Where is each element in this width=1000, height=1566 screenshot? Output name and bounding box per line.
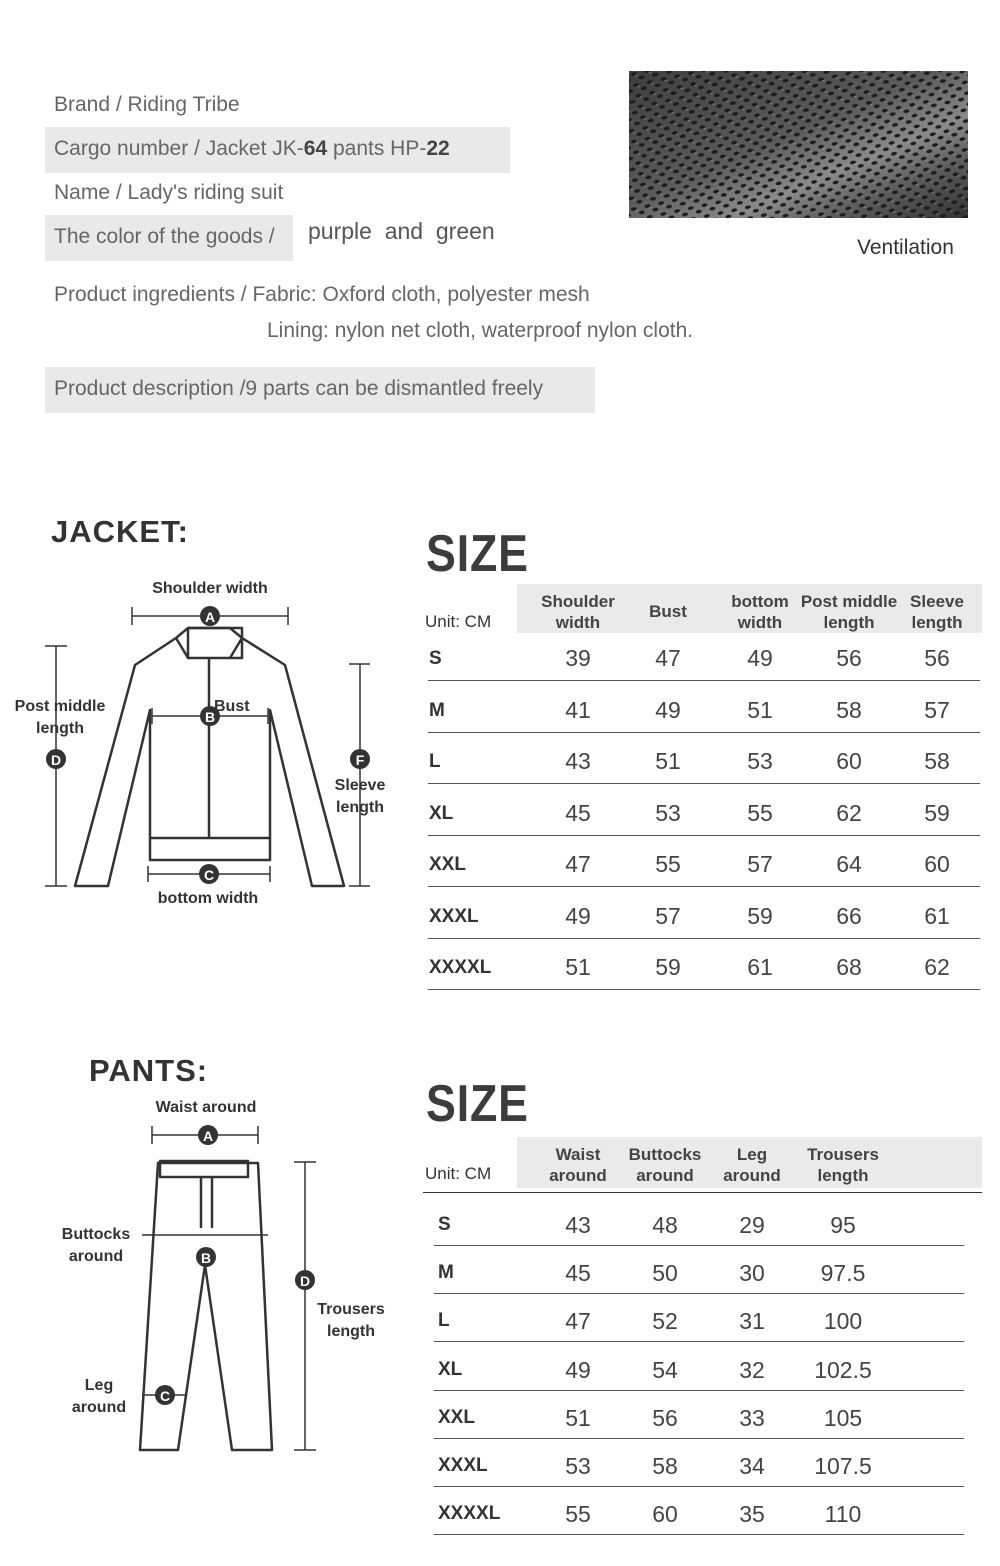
pants-cell: 55 bbox=[565, 1501, 591, 1528]
jacket-header-col-2: Bust bbox=[649, 602, 687, 621]
pants-cell: 33 bbox=[739, 1404, 765, 1431]
svg-text:D: D bbox=[50, 752, 62, 768]
svg-text:B: B bbox=[204, 709, 216, 725]
pants-row-divider bbox=[434, 1293, 964, 1294]
jacket-cell: 51 bbox=[655, 748, 681, 774]
pants-header-col-3: Leg around bbox=[723, 1145, 781, 1185]
jacket-cell: 58 bbox=[836, 696, 862, 723]
svg-text:B: B bbox=[200, 1250, 212, 1266]
jacket-row-size-label: XXXL bbox=[429, 905, 479, 927]
jacket-marker-d bbox=[46, 749, 66, 769]
pants-row-divider bbox=[434, 1341, 964, 1342]
jacket-marker-f bbox=[350, 749, 370, 769]
pants-cell: 47 bbox=[565, 1308, 591, 1335]
pants-cell: 52 bbox=[652, 1308, 678, 1335]
jacket-cell: 68 bbox=[836, 954, 862, 980]
cargo-mid: pants HP- bbox=[327, 137, 427, 160]
jacket-cell: 41 bbox=[565, 696, 591, 723]
pants-row-size-label: S bbox=[438, 1214, 451, 1235]
jacket-marker-a bbox=[200, 606, 220, 626]
jacket-row-divider bbox=[428, 680, 980, 681]
pants-row-size-label: M bbox=[438, 1262, 454, 1284]
pants-row-size-label: XXL bbox=[438, 1406, 475, 1428]
jacket-cell: 61 bbox=[924, 902, 950, 929]
pants-row-size-label: L bbox=[438, 1310, 450, 1332]
jacket-cell: 53 bbox=[655, 799, 681, 826]
pants-title: PANTS: bbox=[89, 1053, 209, 1088]
label-trousers-length: Trousers length bbox=[317, 1301, 385, 1340]
label-leg-around: Leg around bbox=[71, 1377, 127, 1416]
jacket-cell: 49 bbox=[655, 696, 681, 723]
jacket-cell: 47 bbox=[655, 645, 681, 671]
pants-header-col-2: Buttocks around bbox=[628, 1145, 702, 1185]
pants-row-divider bbox=[434, 1390, 964, 1391]
jacket-header-col-3: bottom width bbox=[731, 592, 789, 632]
label-sleeve-length: Sleeve length bbox=[334, 777, 386, 816]
jacket-unit: Unit: CM bbox=[425, 612, 492, 631]
pants-marker-a bbox=[198, 1125, 218, 1145]
pants-cell: 100 bbox=[823, 1308, 863, 1335]
pants-cell: 107.5 bbox=[814, 1453, 872, 1479]
pants-outline bbox=[140, 1163, 272, 1450]
svg-text:C: C bbox=[159, 1388, 171, 1404]
jacket-cell: 55 bbox=[747, 799, 773, 826]
jacket-cell: 43 bbox=[565, 748, 591, 774]
pants-cell: 31 bbox=[739, 1308, 765, 1335]
pants-cell: 49 bbox=[565, 1356, 591, 1383]
pants-cell: 54 bbox=[652, 1356, 678, 1383]
cargo-number-line bbox=[45, 127, 510, 173]
jacket-cell: 45 bbox=[565, 799, 591, 826]
jacket-cell: 62 bbox=[924, 954, 950, 980]
pants-cell: 32 bbox=[739, 1356, 765, 1383]
jacket-cell: 57 bbox=[924, 696, 950, 723]
pants-row-size-label: XXXXL bbox=[438, 1503, 501, 1525]
jacket-cell: 61 bbox=[747, 954, 773, 980]
pants-cell: 53 bbox=[565, 1453, 591, 1479]
jacket-cell: 55 bbox=[655, 851, 681, 877]
jacket-row-divider bbox=[428, 835, 980, 836]
fabric-mesh-image bbox=[629, 71, 968, 218]
jacket-header-col-4: Post middle length bbox=[800, 592, 898, 632]
jacket-cell: 62 bbox=[836, 799, 862, 826]
jacket-marker-c bbox=[199, 864, 219, 884]
jacket-cell: 57 bbox=[747, 851, 773, 877]
pants-cell: 35 bbox=[739, 1501, 765, 1528]
label-bust: Bust bbox=[214, 698, 250, 715]
cargo-prefix: Cargo number / Jacket JK- bbox=[54, 137, 304, 160]
svg-text:D: D bbox=[299, 1273, 311, 1289]
jacket-row-size-label: XXL bbox=[429, 854, 466, 875]
fabric-caption: Ventilation bbox=[857, 236, 954, 259]
jacket-cell: 60 bbox=[924, 851, 950, 877]
pants-header-rule bbox=[423, 1192, 982, 1193]
pants-marker-b bbox=[196, 1247, 216, 1267]
pants-cell: 45 bbox=[565, 1260, 591, 1287]
svg-text:A: A bbox=[202, 1128, 214, 1144]
brand-line: Brand / Riding Tribe bbox=[54, 93, 240, 116]
pants-cell: 105 bbox=[823, 1404, 863, 1431]
label-post-middle-length: Post middle length bbox=[14, 698, 106, 737]
ingredients-line-1: Product ingredients / Fabric: Oxford cloth, polyester mesh bbox=[54, 283, 590, 306]
jacket-cell: 53 bbox=[747, 748, 773, 774]
svg-text:F: F bbox=[355, 752, 365, 768]
pants-marker-c bbox=[155, 1385, 175, 1405]
description-line: Product description /9 parts can be dismantled freely bbox=[45, 367, 595, 413]
pants-row-size-label: XL bbox=[438, 1358, 463, 1380]
pants-cell: 50 bbox=[652, 1260, 678, 1287]
jacket-diagram bbox=[0, 570, 410, 930]
pants-cell: 97.5 bbox=[820, 1260, 866, 1287]
pants-marker-d bbox=[295, 1270, 315, 1290]
jacket-cell: 51 bbox=[565, 954, 591, 980]
jacket-row-divider bbox=[428, 783, 980, 784]
jacket-cell: 56 bbox=[836, 645, 862, 671]
pants-row-size-label: XXXL bbox=[438, 1455, 488, 1476]
jacket-row-divider bbox=[428, 938, 980, 939]
label-bottom-width: bottom width bbox=[157, 890, 259, 907]
pants-unit: Unit: CM bbox=[425, 1164, 492, 1183]
pants-cell: 102.5 bbox=[814, 1356, 872, 1383]
jacket-cell: 58 bbox=[924, 748, 950, 774]
jacket-cell: 59 bbox=[747, 902, 773, 929]
ingredients-line-2: Lining: nylon net cloth, waterproof nylon cloth. bbox=[267, 319, 694, 342]
color-label: The color of the goods / bbox=[45, 215, 293, 261]
jacket-row-divider bbox=[428, 989, 980, 990]
pants-cell: 60 bbox=[652, 1501, 678, 1528]
jacket-cell: 51 bbox=[747, 696, 773, 723]
pants-cell: 95 bbox=[830, 1212, 856, 1238]
pants-cell: 29 bbox=[739, 1212, 765, 1238]
pants-row-divider bbox=[434, 1245, 964, 1246]
jacket-cell: 56 bbox=[924, 645, 950, 671]
jacket-cell: 39 bbox=[565, 645, 591, 671]
jacket-row-size-label: S bbox=[429, 648, 442, 669]
jacket-header-col-1: Shoulder width bbox=[541, 592, 615, 632]
jacket-cell: 49 bbox=[565, 902, 591, 929]
jacket-cell: 47 bbox=[565, 851, 591, 877]
cargo-jacket-number: 64 bbox=[303, 137, 328, 160]
jacket-cell: 59 bbox=[924, 799, 950, 826]
jacket-cell: 66 bbox=[836, 902, 862, 929]
jacket-cell: 60 bbox=[836, 748, 862, 774]
pants-header-col-4: Trousers length bbox=[807, 1145, 879, 1185]
pants-cell: 48 bbox=[652, 1212, 678, 1238]
jacket-cell: 49 bbox=[747, 645, 773, 671]
pants-row-divider bbox=[434, 1486, 964, 1487]
name-line: Name / Lady's riding suit bbox=[54, 181, 284, 204]
jacket-row-size-label: L bbox=[429, 751, 441, 772]
pants-cell: 110 bbox=[824, 1501, 862, 1528]
color-value: purple and green bbox=[308, 218, 495, 244]
pants-cell: 56 bbox=[652, 1404, 678, 1431]
pants-size-title: SIZE bbox=[426, 1075, 529, 1133]
pants-cell: 30 bbox=[739, 1260, 765, 1287]
pants-cell: 58 bbox=[652, 1453, 678, 1479]
jacket-row-divider bbox=[428, 732, 980, 733]
pants-header-col-1: Waist around bbox=[549, 1145, 607, 1185]
jacket-cell: 64 bbox=[836, 851, 862, 877]
pants-row-divider bbox=[434, 1438, 964, 1439]
jacket-row-size-label: XL bbox=[429, 802, 454, 824]
svg-text:A: A bbox=[204, 609, 216, 625]
pants-diagram bbox=[0, 1090, 410, 1480]
cargo-pants-number: 22 bbox=[426, 137, 450, 160]
pants-cell: 34 bbox=[739, 1453, 765, 1479]
jacket-cell: 59 bbox=[655, 954, 681, 980]
jacket-size-title: SIZE bbox=[426, 525, 529, 583]
jacket-cell: 57 bbox=[655, 902, 681, 929]
jacket-row-size-label: M bbox=[429, 699, 445, 721]
pants-cell: 43 bbox=[565, 1212, 591, 1238]
label-shoulder-width: Shoulder width bbox=[152, 580, 268, 597]
jacket-title: JACKET: bbox=[51, 514, 189, 549]
pants-cell: 51 bbox=[565, 1404, 591, 1431]
label-buttocks-around: Buttocks around bbox=[61, 1226, 131, 1265]
svg-text:C: C bbox=[203, 867, 215, 883]
jacket-row-size-label: XXXXL bbox=[429, 957, 492, 978]
label-waist-around: Waist around bbox=[155, 1099, 257, 1116]
jacket-header-col-5: Sleeve length bbox=[910, 592, 964, 632]
pants-row-divider bbox=[434, 1534, 964, 1535]
jacket-row-divider bbox=[428, 886, 980, 887]
